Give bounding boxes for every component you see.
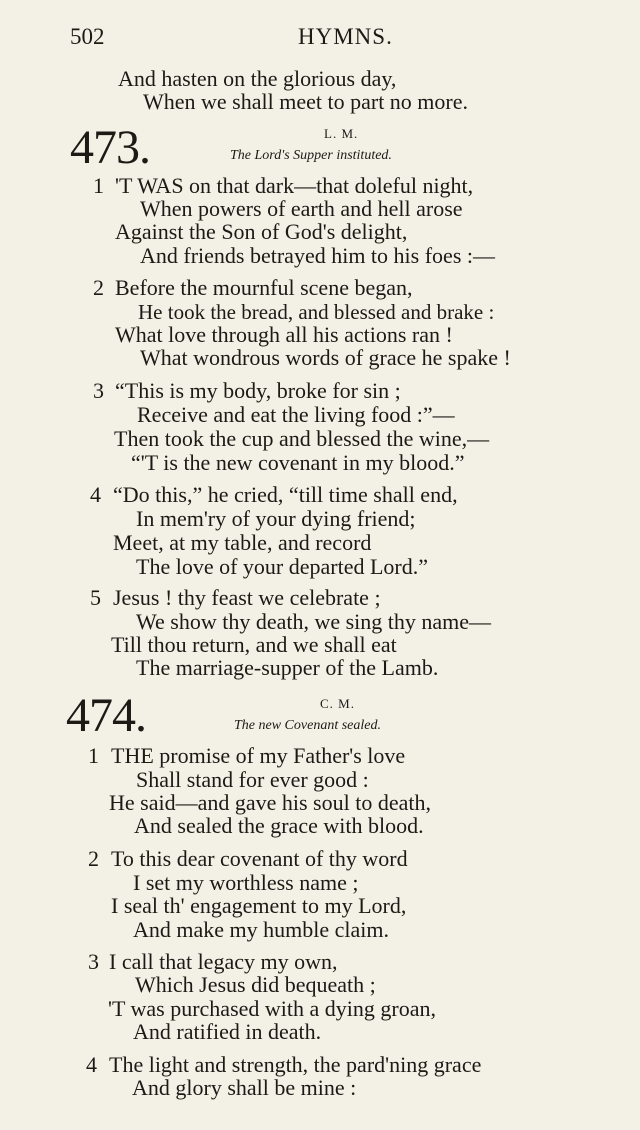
hymn-title: The Lord's Supper instituted. xyxy=(230,148,392,163)
page-header xyxy=(70,24,610,54)
verse-line: THE promise of my Father's love xyxy=(111,743,406,768)
verse-number: 3 xyxy=(93,378,104,403)
hymn-meter: C. M. xyxy=(320,696,355,711)
verse-line: And glory shall be mine : xyxy=(132,1075,357,1100)
verse-number: 1 xyxy=(88,743,99,768)
verse-line: In mem'ry of your dying friend; xyxy=(136,506,416,531)
verse-line: When powers of earth and hell arose xyxy=(140,196,463,221)
verse-number: 4 xyxy=(86,1052,97,1077)
verse-number: 2 xyxy=(93,275,104,300)
verse-line: Which Jesus did bequeath ; xyxy=(135,972,376,997)
verse-line: “This is my body, broke for sin ; xyxy=(115,378,401,403)
verse-line: The light and strength, the pard'ning grace xyxy=(109,1052,482,1077)
running-title: HYMNS. xyxy=(298,24,393,49)
verse-line: Then took the cup and blessed the wine,— xyxy=(114,426,490,451)
verse-number: 3 xyxy=(88,949,99,974)
carryover-line: When we shall meet to part no more. xyxy=(143,89,469,114)
verse-number: 1 xyxy=(93,173,104,198)
verse-line: And make my humble claim. xyxy=(133,917,389,942)
verse-line: Receive and eat the living food :”— xyxy=(137,402,455,427)
page-number: 502 xyxy=(70,24,105,49)
carryover-line: And hasten on the glorious day, xyxy=(118,66,397,91)
verse-line: We show thy death, we sing thy name— xyxy=(136,609,492,634)
hymn-number: 473. xyxy=(70,121,150,174)
verse-line: And friends betrayed him to his foes :— xyxy=(140,243,495,268)
verse-line: And ratified in death. xyxy=(133,1019,322,1044)
verse-line: The love of your departed Lord.” xyxy=(136,554,428,579)
verse-line: I seal th' engagement to my Lord, xyxy=(111,893,407,918)
verse-line: Meet, at my table, and record xyxy=(113,530,372,555)
verse-line: “'T is the new covenant in my blood.” xyxy=(131,450,465,475)
verse-number: 2 xyxy=(88,846,99,871)
verse-line: 'T was purchased with a dying groan, xyxy=(108,996,436,1021)
verse-line: I call that legacy my own, xyxy=(109,949,338,974)
verse-line: And sealed the grace with blood. xyxy=(134,813,424,838)
hymn-title: The new Covenant sealed. xyxy=(234,718,381,733)
verse-line: Against the Son of God's delight, xyxy=(115,219,408,244)
hymn-number: 474. xyxy=(66,689,146,742)
verse-line: “Do this,” he cried, “till time shall end, xyxy=(113,482,458,507)
verse-line: He took the bread, and blessed and brake : xyxy=(138,300,495,324)
verse-line: He said—and gave his soul to death, xyxy=(109,790,431,815)
verse-line: Jesus ! thy feast we celebrate ; xyxy=(113,585,381,610)
verse-number: 4 xyxy=(90,482,101,507)
verse-line: Till thou return, and we shall eat xyxy=(111,632,397,657)
verse-line: Shall stand for ever good : xyxy=(136,767,369,792)
verse-line: Before the mournful scene began, xyxy=(115,275,413,300)
verse-line: 'T WAS on that dark—that doleful night, xyxy=(115,173,474,198)
verse-number: 5 xyxy=(90,585,101,610)
verse-line: To this dear covenant of thy word xyxy=(111,846,408,871)
hymn-meter: L. M. xyxy=(324,126,359,141)
verse-line: The marriage-supper of the Lamb. xyxy=(136,655,439,680)
verse-line: I set my worthless name ; xyxy=(133,870,359,895)
verse-line: What love through all his actions ran ! xyxy=(115,322,453,347)
verse-line: What wondrous words of grace he spake ! xyxy=(140,345,511,370)
